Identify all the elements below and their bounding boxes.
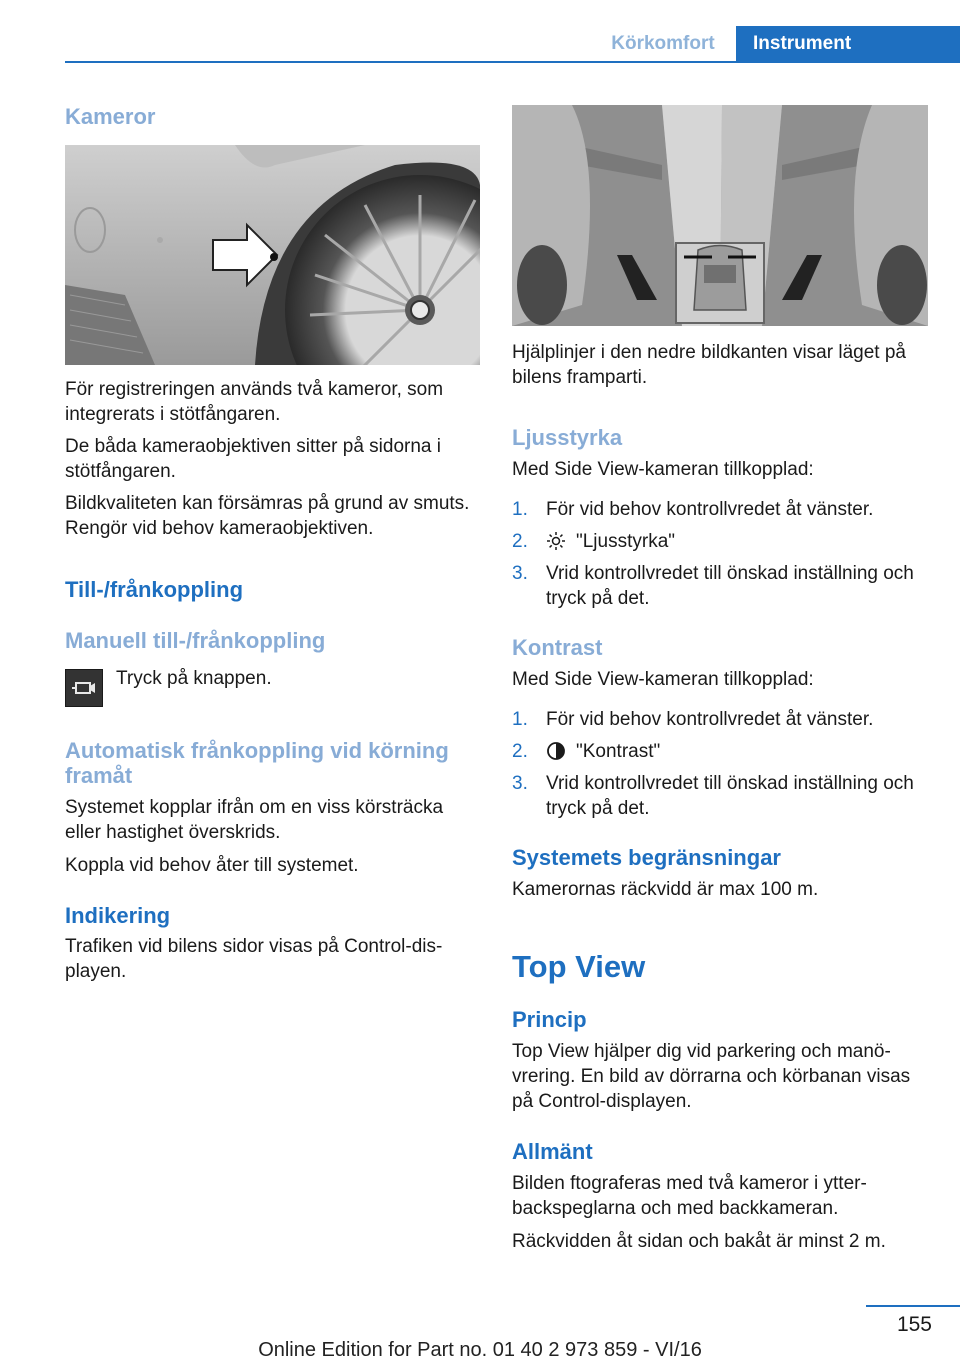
- heading-kameror: Kameror: [65, 104, 156, 129]
- paragraph-koppla: Koppla vid behov åter till systemet.: [65, 855, 359, 876]
- heading-kontrast: Kontrast: [512, 635, 603, 660]
- paragraph-tryck: Tryck på knappen.: [116, 668, 272, 689]
- heading-top-view: Top View: [512, 949, 646, 984]
- paragraph-rackvidden: Räckvidden åt sidan och bakåt är minst 2 m.: [512, 1231, 886, 1252]
- paragraph-princip: Top View hjälper dig vid parkering och manövrering. En bild av dörrarna och körbanan visas på Control-displayen.: [512, 1041, 911, 1112]
- heading-indikering: Indikering: [65, 903, 171, 928]
- kontrast-step-number: 3.: [512, 773, 528, 794]
- heading-manuell: Manuell till-/frånkoppling: [65, 628, 326, 653]
- ljus-step-text: Vrid kontrollvredet till önskad inställning och tryck på det.: [546, 563, 914, 609]
- header-chapter-tab: Instrument: [736, 26, 960, 62]
- kontrast-step-text: "Kontrast": [576, 741, 661, 762]
- camera-location-photo: [65, 145, 480, 365]
- heading-automatisk: Automatisk frånkoppling vid körning framåt: [65, 738, 449, 788]
- paragraph-rackvidd-max: Kamerornas räckvidd är max 100 m.: [512, 879, 819, 900]
- heading-begransningar: Systemets begränsningar: [512, 845, 781, 870]
- paragraph-bildkvalitet: Bildkvaliteten kan försämras på grund av smuts. Rengör vid behov kameraobjektiven.: [65, 493, 470, 539]
- header-section-tab: Körkomfort: [611, 33, 715, 54]
- heading-ljusstyrka: Ljusstyrka: [512, 425, 623, 450]
- ljus-step-text: För vid behov kontrollvredet åt vänster.: [546, 499, 874, 520]
- bumper-camera-illustration: [65, 145, 480, 365]
- brightness-icon: [546, 531, 566, 556]
- kontrast-step-text: För vid behov kontrollvredet åt vänster.: [546, 709, 874, 730]
- ljus-step-text: "Ljusstyrka": [576, 531, 676, 552]
- paragraph-ljus-intro: Med Side View-kameran tillkopplad:: [512, 459, 814, 480]
- paragraph-hjalplinjer: Hjälplinjer i den nedre bildkanten visar läget på bilens framparti.: [512, 342, 906, 388]
- side-view-display-photo: [512, 105, 928, 326]
- kontrast-step-number: 1.: [512, 709, 528, 730]
- header-rule: [65, 61, 960, 63]
- ljus-step-number: 3.: [512, 563, 528, 584]
- edition-footer: Online Edition for Part no. 01 40 2 973 859 - VI/16: [258, 1339, 702, 1361]
- ljus-step-number: 1.: [512, 499, 528, 520]
- heading-allmant: Allmänt: [512, 1139, 593, 1164]
- paragraph-registrering: För registreringen används två kameror, som integrerats i stötfångaren.: [65, 379, 444, 425]
- kontrast-step-number: 2.: [512, 741, 528, 762]
- paragraph-kontrast-intro: Med Side View-kameran tillkopplad:: [512, 669, 814, 690]
- paragraph-systemet: Systemet kopplar ifrån om en viss körsträcka eller hastighet överskrids.: [65, 797, 444, 843]
- footer-rule: [866, 1305, 960, 1307]
- side-view-illustration: [512, 105, 928, 326]
- kontrast-step-text: Vrid kontrollvredet till önskad inställning och tryck på det.: [546, 773, 914, 819]
- ljus-step-number: 2.: [512, 531, 528, 552]
- page-number: 155: [896, 1313, 932, 1336]
- contrast-icon: [546, 741, 566, 766]
- heading-till-frankoppling: Till-/frånkoppling: [65, 577, 244, 602]
- paragraph-trafiken: Trafiken vid bilens sidor visas på Control-displayen.: [65, 936, 443, 982]
- heading-princip: Princip: [512, 1007, 587, 1032]
- paragraph-objektiv: De båda kameraobjektiven sitter på sidorna i stötfångaren.: [65, 436, 441, 482]
- camera-button-icon: [65, 669, 103, 707]
- paragraph-allmant: Bilden ftograferas med två kameror i ytterbackspeglarna och med backkameran.: [512, 1173, 867, 1219]
